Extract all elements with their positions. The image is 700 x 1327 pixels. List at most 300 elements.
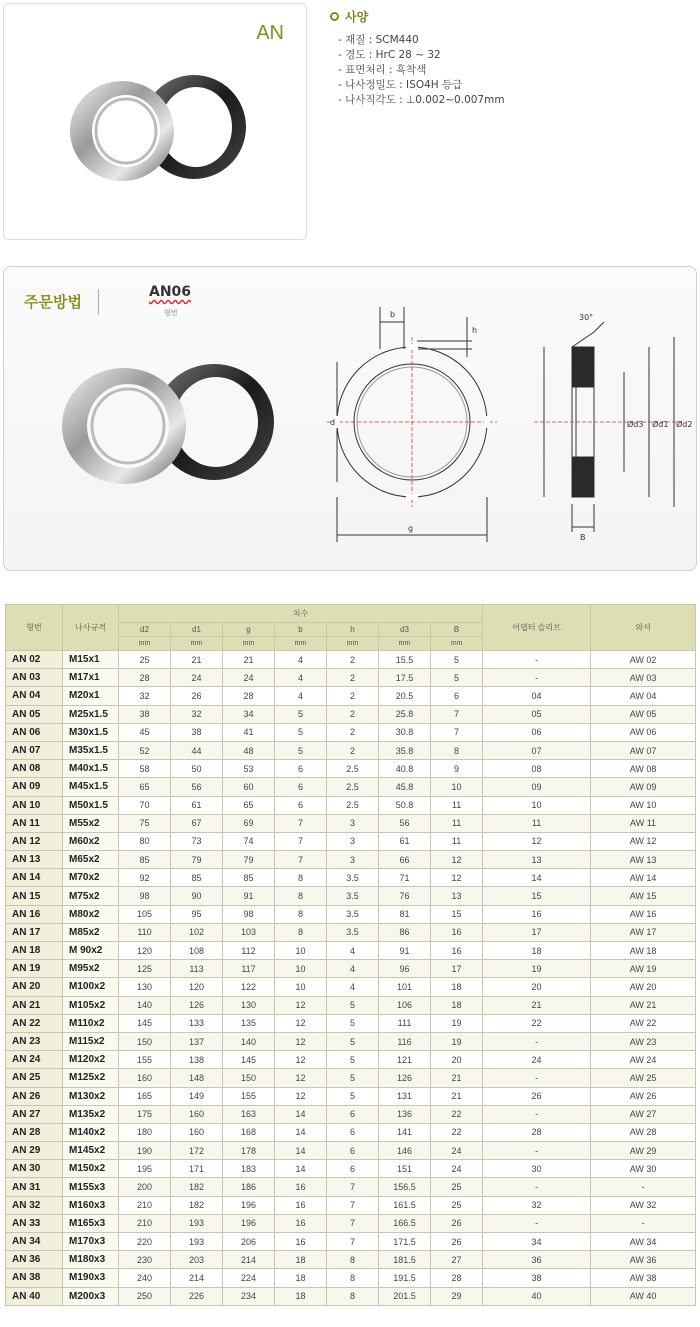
table-row — [6, 796, 696, 814]
dimension-table — [5, 604, 696, 1306]
value-cell: 150 — [119, 1032, 171, 1050]
table-row — [6, 960, 696, 978]
value-cell: 30.8 — [379, 723, 431, 741]
value-cell: 38 — [171, 723, 223, 741]
circle-bullet-icon — [330, 12, 339, 21]
thread-cell: M160x3 — [63, 1196, 119, 1214]
value-cell: 28 — [119, 669, 171, 687]
value-cell: 52 — [119, 741, 171, 759]
value-cell: 7 — [431, 705, 483, 723]
value-cell: 18 — [275, 1251, 327, 1269]
model-cell: AN 09 — [6, 778, 63, 796]
value-cell: 140 — [119, 996, 171, 1014]
spec-item: - 경도 : HrC 28 ~ 32 — [338, 49, 441, 61]
value-cell: 25 — [431, 1196, 483, 1214]
thread-cell: M75x2 — [63, 887, 119, 905]
value-cell: AW 05 — [591, 705, 696, 723]
value-cell: 5 — [327, 996, 379, 1014]
value-cell: 121 — [379, 1051, 431, 1069]
model-cell: AN 15 — [6, 887, 63, 905]
col-dims-header: 치수 — [119, 605, 483, 623]
table-row — [6, 651, 696, 669]
value-cell: 45 — [119, 723, 171, 741]
front-view-drawing — [322, 297, 502, 547]
value-cell: AW 36 — [591, 1251, 696, 1269]
model-cell: AN 18 — [6, 942, 63, 960]
value-cell: 193 — [171, 1214, 223, 1232]
value-cell: 146 — [379, 1142, 431, 1160]
value-cell: 181.5 — [379, 1251, 431, 1269]
value-cell: 2.5 — [327, 760, 379, 778]
value-cell: 7 — [327, 1233, 379, 1251]
value-cell: 8 — [275, 869, 327, 887]
value-cell: 8 — [275, 887, 327, 905]
value-cell: 210 — [119, 1196, 171, 1214]
model-cell: AN 05 — [6, 705, 63, 723]
value-cell: 18 — [431, 978, 483, 996]
value-cell: 191.5 — [379, 1269, 431, 1287]
value-cell: AW 15 — [591, 887, 696, 905]
value-cell: 103 — [223, 923, 275, 941]
spec-heading — [330, 8, 690, 25]
value-cell: AW 09 — [591, 778, 696, 796]
value-cell: 32 — [119, 687, 171, 705]
value-cell: 2 — [327, 651, 379, 669]
title-divider — [98, 289, 99, 315]
value-cell: 140 — [223, 1032, 275, 1050]
value-cell: 117 — [223, 960, 275, 978]
value-cell: 10 — [275, 978, 327, 996]
value-cell: 08 — [483, 760, 591, 778]
model-cell: AN 06 — [6, 723, 63, 741]
value-cell: 182 — [171, 1196, 223, 1214]
model-cell: AN 16 — [6, 905, 63, 923]
value-cell: 79 — [171, 851, 223, 869]
value-cell: AW 10 — [591, 796, 696, 814]
value-cell: 6 — [327, 1142, 379, 1160]
value-cell: 5 — [327, 1069, 379, 1087]
dim-g-label: g — [408, 524, 414, 533]
value-cell: 10 — [275, 960, 327, 978]
value-cell: 18 — [275, 1269, 327, 1287]
value-cell: 125 — [119, 960, 171, 978]
table-row — [6, 1051, 696, 1069]
value-cell: 210 — [119, 1214, 171, 1232]
value-cell: 2.5 — [327, 796, 379, 814]
model-cell: AN 34 — [6, 1233, 63, 1251]
thread-cell: M15x1 — [63, 651, 119, 669]
model-cell: AN 10 — [6, 796, 63, 814]
value-cell: 214 — [223, 1251, 275, 1269]
table-row — [6, 669, 696, 687]
value-cell: 166.5 — [379, 1214, 431, 1232]
value-cell: 24 — [483, 1051, 591, 1069]
value-cell: AW 22 — [591, 1014, 696, 1032]
value-cell: 65 — [223, 796, 275, 814]
table-row — [6, 942, 696, 960]
value-cell: 3.5 — [327, 923, 379, 941]
value-cell: 56 — [379, 814, 431, 832]
value-cell: 4 — [327, 960, 379, 978]
table-row — [6, 778, 696, 796]
thread-cell: M 90x2 — [63, 942, 119, 960]
value-cell: 186 — [223, 1178, 275, 1196]
value-cell: 22 — [431, 1105, 483, 1123]
value-cell: 131 — [379, 1087, 431, 1105]
value-cell: 21 — [483, 996, 591, 1014]
value-cell: 75 — [119, 814, 171, 832]
thread-cell: M170x3 — [63, 1233, 119, 1251]
value-cell: - — [591, 1214, 696, 1232]
model-cell: AN 11 — [6, 814, 63, 832]
value-cell: 13 — [431, 887, 483, 905]
value-cell: 2 — [327, 669, 379, 687]
value-cell: 203 — [171, 1251, 223, 1269]
value-cell: 190 — [119, 1142, 171, 1160]
value-cell: 183 — [223, 1160, 275, 1178]
order-code: AN06 — [149, 284, 192, 300]
dim-h-label: h — [472, 326, 478, 335]
value-cell: 224 — [223, 1269, 275, 1287]
value-cell: 74 — [223, 832, 275, 850]
value-cell: 122 — [223, 978, 275, 996]
table-row — [6, 996, 696, 1014]
table-row — [6, 923, 696, 941]
thread-cell: M35x1.5 — [63, 741, 119, 759]
value-cell: 25 — [431, 1178, 483, 1196]
value-cell: 136 — [379, 1105, 431, 1123]
value-cell: 09 — [483, 778, 591, 796]
table-row — [6, 1178, 696, 1196]
value-cell: 160 — [171, 1123, 223, 1141]
thread-cell: M45x1.5 — [63, 778, 119, 796]
value-cell: 137 — [171, 1032, 223, 1050]
value-cell: AW 25 — [591, 1069, 696, 1087]
value-cell: 26 — [431, 1214, 483, 1232]
table-row — [6, 760, 696, 778]
value-cell: 5 — [327, 1087, 379, 1105]
value-cell: AW 27 — [591, 1105, 696, 1123]
value-cell: 101 — [379, 978, 431, 996]
value-cell: 110 — [119, 923, 171, 941]
value-cell: 14 — [483, 869, 591, 887]
value-cell: 12 — [275, 1051, 327, 1069]
value-cell: 145 — [119, 1014, 171, 1032]
unit-cell: mm — [171, 637, 223, 651]
value-cell: 85 — [223, 869, 275, 887]
col-b-header: b — [275, 623, 327, 637]
thread-cell: M110x2 — [63, 1014, 119, 1032]
model-cell: AN 29 — [6, 1142, 63, 1160]
value-cell: 27 — [431, 1251, 483, 1269]
value-cell: AW 07 — [591, 741, 696, 759]
value-cell: 130 — [223, 996, 275, 1014]
value-cell: 25 — [119, 651, 171, 669]
value-cell: 16 — [483, 905, 591, 923]
value-cell: 171.5 — [379, 1233, 431, 1251]
value-cell: 4 — [327, 942, 379, 960]
value-cell: 148 — [171, 1069, 223, 1087]
value-cell: 40.8 — [379, 760, 431, 778]
value-cell: AW 19 — [591, 960, 696, 978]
value-cell: 24 — [223, 669, 275, 687]
value-cell: 24 — [431, 1160, 483, 1178]
value-cell: 17 — [431, 960, 483, 978]
value-cell: 172 — [171, 1142, 223, 1160]
value-cell: AW 16 — [591, 905, 696, 923]
value-cell: 145 — [223, 1051, 275, 1069]
table-body — [6, 651, 696, 1306]
value-cell: 90 — [171, 887, 223, 905]
table-row — [6, 1069, 696, 1087]
value-cell: 155 — [119, 1051, 171, 1069]
unit-cell: mm — [379, 637, 431, 651]
value-cell: 171 — [171, 1160, 223, 1178]
value-cell: 06 — [483, 723, 591, 741]
value-cell: AW 38 — [591, 1269, 696, 1287]
table-row — [6, 869, 696, 887]
model-cell: AN 22 — [6, 1014, 63, 1032]
value-cell: 14 — [275, 1142, 327, 1160]
value-cell: 53 — [223, 760, 275, 778]
value-cell: - — [483, 1142, 591, 1160]
model-cell: AN 25 — [6, 1069, 63, 1087]
value-cell: 04 — [483, 687, 591, 705]
value-cell: 206 — [223, 1233, 275, 1251]
value-cell: 133 — [171, 1014, 223, 1032]
model-cell: AN 26 — [6, 1087, 63, 1105]
thread-cell: M125x2 — [63, 1069, 119, 1087]
value-cell: 12 — [431, 869, 483, 887]
value-cell: 130 — [119, 978, 171, 996]
value-cell: AW 06 — [591, 723, 696, 741]
value-cell: 141 — [379, 1123, 431, 1141]
value-cell: 16 — [275, 1178, 327, 1196]
value-cell: 50.8 — [379, 796, 431, 814]
value-cell: 12 — [483, 832, 591, 850]
value-cell: 58 — [119, 760, 171, 778]
model-cell: AN 32 — [6, 1196, 63, 1214]
thread-cell: M100x2 — [63, 978, 119, 996]
value-cell: 135 — [223, 1014, 275, 1032]
value-cell: AW 40 — [591, 1287, 696, 1305]
value-cell: 160 — [119, 1069, 171, 1087]
value-cell: 165 — [119, 1087, 171, 1105]
value-cell: 20 — [431, 1051, 483, 1069]
unit-cell: mm — [223, 637, 275, 651]
model-cell: AN 13 — [6, 851, 63, 869]
thread-cell: M50x1.5 — [63, 796, 119, 814]
value-cell: 34 — [483, 1233, 591, 1251]
value-cell: 120 — [171, 978, 223, 996]
value-cell: 6 — [275, 760, 327, 778]
value-cell: 12 — [275, 1087, 327, 1105]
value-cell: 21 — [431, 1087, 483, 1105]
order-method-panel — [3, 266, 697, 571]
value-cell: - — [483, 1105, 591, 1123]
thread-cell: M165x3 — [63, 1214, 119, 1232]
value-cell: 28 — [223, 687, 275, 705]
table-row — [6, 851, 696, 869]
spec-item: - 표면처리 : 흑착색 — [338, 64, 427, 76]
model-cell: AN 33 — [6, 1214, 63, 1232]
value-cell: 38 — [119, 705, 171, 723]
thread-cell: M135x2 — [63, 1105, 119, 1123]
value-cell: 102 — [171, 923, 223, 941]
value-cell: AW 28 — [591, 1123, 696, 1141]
value-cell: 16 — [275, 1196, 327, 1214]
thread-cell: M115x2 — [63, 1032, 119, 1050]
col-b-header: B — [431, 623, 483, 637]
value-cell: 19 — [483, 960, 591, 978]
col-d2-header: d2 — [119, 623, 171, 637]
spec-item: - 재질 : SCM440 — [338, 34, 419, 46]
value-cell: 10 — [275, 942, 327, 960]
value-cell: 80 — [119, 832, 171, 850]
value-cell: 196 — [223, 1214, 275, 1232]
value-cell: 5 — [327, 1051, 379, 1069]
angle-label: 30° — [579, 313, 594, 322]
value-cell: 35.8 — [379, 741, 431, 759]
model-cell: AN 08 — [6, 760, 63, 778]
spec-item: - 나사정밀도 : ISO4H 등급 — [338, 79, 463, 91]
value-cell: AW 32 — [591, 1196, 696, 1214]
value-cell: 14 — [275, 1160, 327, 1178]
table-row — [6, 814, 696, 832]
value-cell: 163 — [223, 1105, 275, 1123]
value-cell: 25.8 — [379, 705, 431, 723]
thread-cell: M95x2 — [63, 960, 119, 978]
value-cell: 19 — [431, 1014, 483, 1032]
col-d1-header: d1 — [171, 623, 223, 637]
col-g-header: g — [223, 623, 275, 637]
value-cell: 15.5 — [379, 651, 431, 669]
value-cell: 156.5 — [379, 1178, 431, 1196]
thread-cell: M20x1 — [63, 687, 119, 705]
table-row — [6, 1233, 696, 1251]
value-cell: 16 — [275, 1233, 327, 1251]
value-cell: 4 — [275, 687, 327, 705]
value-cell: 85 — [119, 851, 171, 869]
value-cell: 16 — [275, 1214, 327, 1232]
value-cell: 230 — [119, 1251, 171, 1269]
value-cell: - — [483, 1178, 591, 1196]
table-row — [6, 1087, 696, 1105]
value-cell: 96 — [379, 960, 431, 978]
model-cell: AN 14 — [6, 869, 63, 887]
value-cell: 2 — [327, 723, 379, 741]
value-cell: 6 — [327, 1123, 379, 1141]
value-cell: 14 — [275, 1105, 327, 1123]
value-cell: 14 — [275, 1123, 327, 1141]
value-cell: 98 — [119, 887, 171, 905]
value-cell: 67 — [171, 814, 223, 832]
value-cell: 2.5 — [327, 778, 379, 796]
value-cell: 8 — [275, 905, 327, 923]
model-cell: AN 07 — [6, 741, 63, 759]
value-cell: 220 — [119, 1233, 171, 1251]
thread-cell: M55x2 — [63, 814, 119, 832]
order-method-title: 주문방법 — [24, 293, 82, 311]
value-cell: 126 — [171, 996, 223, 1014]
model-cell: AN 23 — [6, 1032, 63, 1050]
value-cell: 6 — [327, 1105, 379, 1123]
value-cell: 21 — [431, 1069, 483, 1087]
value-cell: 24 — [431, 1142, 483, 1160]
value-cell: 28 — [431, 1269, 483, 1287]
value-cell: 195 — [119, 1160, 171, 1178]
value-cell: 36 — [483, 1251, 591, 1269]
table-row — [6, 1014, 696, 1032]
value-cell: 4 — [275, 669, 327, 687]
table-row — [6, 1123, 696, 1141]
thread-cell: M150x2 — [63, 1160, 119, 1178]
col-h-header: h — [327, 623, 379, 637]
thread-cell: M85x2 — [63, 923, 119, 941]
value-cell: AW 11 — [591, 814, 696, 832]
thread-cell: M200x3 — [63, 1287, 119, 1305]
value-cell: AW 29 — [591, 1142, 696, 1160]
table-row — [6, 687, 696, 705]
value-cell: 10 — [483, 796, 591, 814]
value-cell: 65 — [119, 778, 171, 796]
value-cell: 85 — [171, 869, 223, 887]
value-cell: 11 — [483, 814, 591, 832]
table-row — [6, 723, 696, 741]
value-cell: 108 — [171, 942, 223, 960]
table-row — [6, 905, 696, 923]
value-cell: 29 — [431, 1287, 483, 1305]
value-cell: 10 — [431, 778, 483, 796]
unit-cell: mm — [275, 637, 327, 651]
value-cell: 26 — [483, 1087, 591, 1105]
thread-cell: M40x1.5 — [63, 760, 119, 778]
col-sleeve-header: 어댑터 슬리브 — [483, 605, 591, 651]
value-cell: 92 — [119, 869, 171, 887]
value-cell: 150 — [223, 1069, 275, 1087]
dim-d-label: d — [330, 418, 336, 427]
value-cell: 226 — [171, 1287, 223, 1305]
value-cell: 250 — [119, 1287, 171, 1305]
col-thread-header: 나사규격 — [63, 605, 119, 651]
dim-d3-label: Ød3 — [627, 420, 644, 429]
value-cell: 71 — [379, 869, 431, 887]
model-cell: AN 36 — [6, 1251, 63, 1269]
value-cell: 5 — [327, 1032, 379, 1050]
value-cell: 66 — [379, 851, 431, 869]
value-cell: 48 — [223, 741, 275, 759]
value-cell: 17 — [483, 923, 591, 941]
value-cell: 7 — [275, 814, 327, 832]
value-cell: 05 — [483, 705, 591, 723]
value-cell: 2 — [327, 687, 379, 705]
value-cell: 21 — [223, 651, 275, 669]
value-cell: 86 — [379, 923, 431, 941]
value-cell: 113 — [171, 960, 223, 978]
value-cell: 22 — [483, 1014, 591, 1032]
value-cell: 13 — [483, 851, 591, 869]
model-cell: AN 21 — [6, 996, 63, 1014]
value-cell: 11 — [431, 832, 483, 850]
lock-nut-photo — [54, 359, 284, 489]
value-cell: 73 — [171, 832, 223, 850]
value-cell: 91 — [379, 942, 431, 960]
value-cell: 5 — [275, 741, 327, 759]
value-cell: 7 — [327, 1196, 379, 1214]
spec-item: - 나사직각도 : ⊥0.002~0.007mm — [338, 94, 505, 106]
value-cell: 56 — [171, 778, 223, 796]
value-cell: 18 — [431, 996, 483, 1014]
